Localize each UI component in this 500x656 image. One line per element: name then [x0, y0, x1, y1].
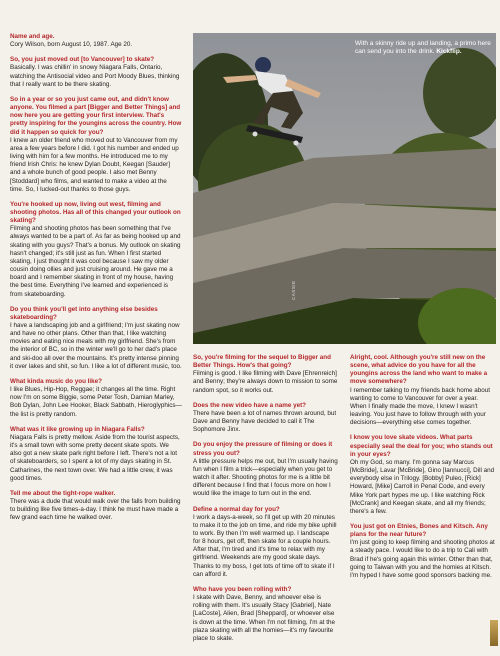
qa-item	[10, 378, 182, 419]
answer: I skate with Dave, Benny, and whoever else is rolling with them. It's usually Stacy [Gabriel], Nate [LaCoste], Alien, Brad [Sheppard], or whoever else is down at the time. When I'm not filming, I'm at the plaza skating with all the homies—it's my favourite place to skate.	[193, 594, 336, 642]
column-left	[10, 33, 182, 529]
answer: Filming and shooting photos has been something that I've always wanted to be a part of. As far as being hooked up and skating with you guys? That's a bonus. My outlook on skating hasn't changed; it's still just as fun. When I first started skating, I just thought it was cool because I saw my older cousin doing ollies and just cruising around. He gave me a board and I remember skating in front of my house, having the best time. Everything I've learned and experienced is from skateboarding.	[10, 225, 181, 298]
qa-item	[10, 490, 182, 523]
skater-head	[255, 57, 271, 73]
qa-item	[10, 306, 182, 371]
answer: I have a landscaping job and a girlfriend; I'm just skating now and have no other plans. Other than that, I like watching movies and eating nice meals with my girlfriend. She's from the interior of BC, so in the winter we'll go to her dad's place and ski-doo all over the mountains. It's pretty intense pinning it over lakes and shit, so fun. I like a lot of different music, too.	[10, 322, 182, 370]
photo-credit: CASSIE	[291, 280, 296, 300]
qa-item	[193, 586, 338, 643]
question: You just got on Etnies, Bones and Kitsch. Any plans for the near future?	[350, 522, 488, 539]
answer: Niagara Falls is pretty mellow. Aside from the tourist aspects, it's a small town with some pretty decent skate spots. We also got a new skate park right before I left. There's not a lot of skateboarders, so I spent a lot of my days skating in St. Catharines, the next town over. We had a little crew, it was good times.	[10, 433, 180, 482]
answer: I knew an older friend who moved out to Vancouver from my area a few years before I did. I got his number and ended up living with him for a few months. He introduced me to my friend Irish Chris: he knew Dylan Doubt, Keegan [Sauder] and a whole bunch of good people. I also met Benny [Stoddard] who films, and wanted to make a video at the time. So, I lucked-out thanks to those guys.	[10, 136, 179, 193]
question: What was it like growing up in Niagara Falls?	[10, 425, 145, 433]
qa-item	[350, 434, 495, 516]
answer: There have been a lot of names thrown around, but Dave and Benny have decided to call it The Sophomore Jinx.	[193, 409, 337, 434]
question: Alright, cool. Although you're still new on the scene, what advice do you have for all the youngins across the land who want to make a move somewhere?	[350, 354, 488, 386]
question: Does the new video have a name yet?	[193, 401, 307, 409]
name-label: Name and age.	[10, 33, 55, 40]
qa-item	[10, 426, 182, 483]
qa-item	[10, 96, 182, 194]
page-edge-mark	[490, 620, 498, 646]
qa-item	[193, 402, 338, 435]
caption-text: With a skinny ride up and landing, a primo here can send you into the drink.	[355, 40, 491, 56]
qa-item	[350, 354, 495, 427]
qa-item	[350, 523, 495, 580]
question: Who have you been rolling with?	[193, 585, 292, 593]
qa-item	[193, 506, 338, 579]
answer: Basically. I was chillin' in snowy Niagara Falls, Ontario, watching the Antisocial video and Port Moody Blues, thinking that I really want to be there skating.	[10, 64, 180, 88]
qa-item	[10, 56, 182, 89]
answer: A little pressure helps me out, but I'm usually having fun when I film a trick—especially when you get to watch it after. Shooting photos for me is a little bit different because I find that I focus more on how I would like the image to turn out in the end.	[193, 457, 338, 498]
answer: I like Blues, Hip-Hop, Reggae; it changes all the time. Right now I'm on some Biggie, some Peter Tosh, Damian Marley, Bob Dylan, John Lee Hooker, Black Sabbath, Hieroglyphics—the list is pretty random.	[10, 386, 182, 418]
answer: I work a days-a-week, so I'll get up with 20 minutes to make it to the job on time, and ride my bike uphill to work. By then I'm well warmed up. I landscape for 8 hours, get off, then skate for a couple hours. After that, I'm tired and it's time to relax with my girlfriend. Weekends are my good skate days. Thanks to my boss, I get lots of time off to skate if I can afford it.	[193, 513, 337, 578]
question: What kinda music do you like?	[10, 377, 103, 385]
question: So, you just moved out [to Vancouver] to skate?	[10, 56, 155, 64]
qa-item	[10, 201, 182, 299]
answer: Filming is good. I like filming with Dave [Ehrenreich] and Benny; they're always down to mission to some random spot, so it works out.	[193, 370, 338, 394]
answer: Oh my God, so many. I'm gonna say Marcus [McBride], Lavar [McBride], Gino [Iannucci], Dill and everybody else in Trilogy. [Bobby] Puleo, [Rick] Howard, [Mike] Carroll in Penal Code, and every Mike York part hypes me up. I like watching Rick [McCrank] and Keegan skate, and all my friends; there's a few.	[350, 458, 495, 515]
question: So in a year or so you just came out, and didn't know anyone. You filmed a part [Bigger and Better Things] and now here you are getting your first interview. That's pretty inspiring for the youngins across the country. How did it happen so quick for you?	[10, 95, 182, 136]
qa-item	[193, 441, 338, 498]
answer: I remember talking to my friends back home about wanting to come to Vancouver for over a year. When I finally made the move, I knew I wasn't leaving. You just have to follow through with your decisions—everything else comes together.	[350, 386, 490, 427]
caption-trick: Kickflip.	[436, 48, 462, 56]
photo-illustration	[193, 33, 496, 344]
answer: There was a dude that would walk over the falls from building to building like five times-a-day. I think he must have made a few grand each time he walked over.	[10, 497, 181, 522]
question: So, you're filming for the sequel to Bigger and Better Things. How's that going?	[193, 354, 331, 370]
question: Do you enjoy the pressure of filming or does it stress you out?	[193, 441, 333, 457]
question: Do you think you'll get into anything else besides skateboarding?	[10, 305, 158, 321]
wheel	[253, 132, 258, 137]
question: Tell me about the tight-rope walker.	[10, 489, 116, 497]
question: Define a normal day for you?	[193, 505, 280, 513]
name-value: Cory Wilson, born August 10, 1987. Age 20.	[10, 41, 133, 49]
question: I know you love skate videos. What parts especially seal the deal for you; who stands out in your eyes?	[350, 434, 493, 458]
question: You're hooked up now, living out west, filming and shooting photos. Has all of this changed your outlook on skating?	[10, 200, 181, 225]
wheel	[294, 141, 299, 146]
photo-caption	[355, 40, 493, 56]
column-middle	[193, 354, 338, 650]
skate-photo	[193, 33, 496, 344]
column-right	[350, 354, 495, 587]
intro-block	[10, 33, 182, 49]
qa-item	[193, 354, 338, 395]
answer: I'm just going to keep filming and shooting photos at a steady pace. I would like to do a trip to Cali with Brad if he's going again this winter. Other than that, going to Taiwan with you and the homies at Kitsch. I'm hyped I have some good sponsors backing me.	[350, 539, 495, 579]
